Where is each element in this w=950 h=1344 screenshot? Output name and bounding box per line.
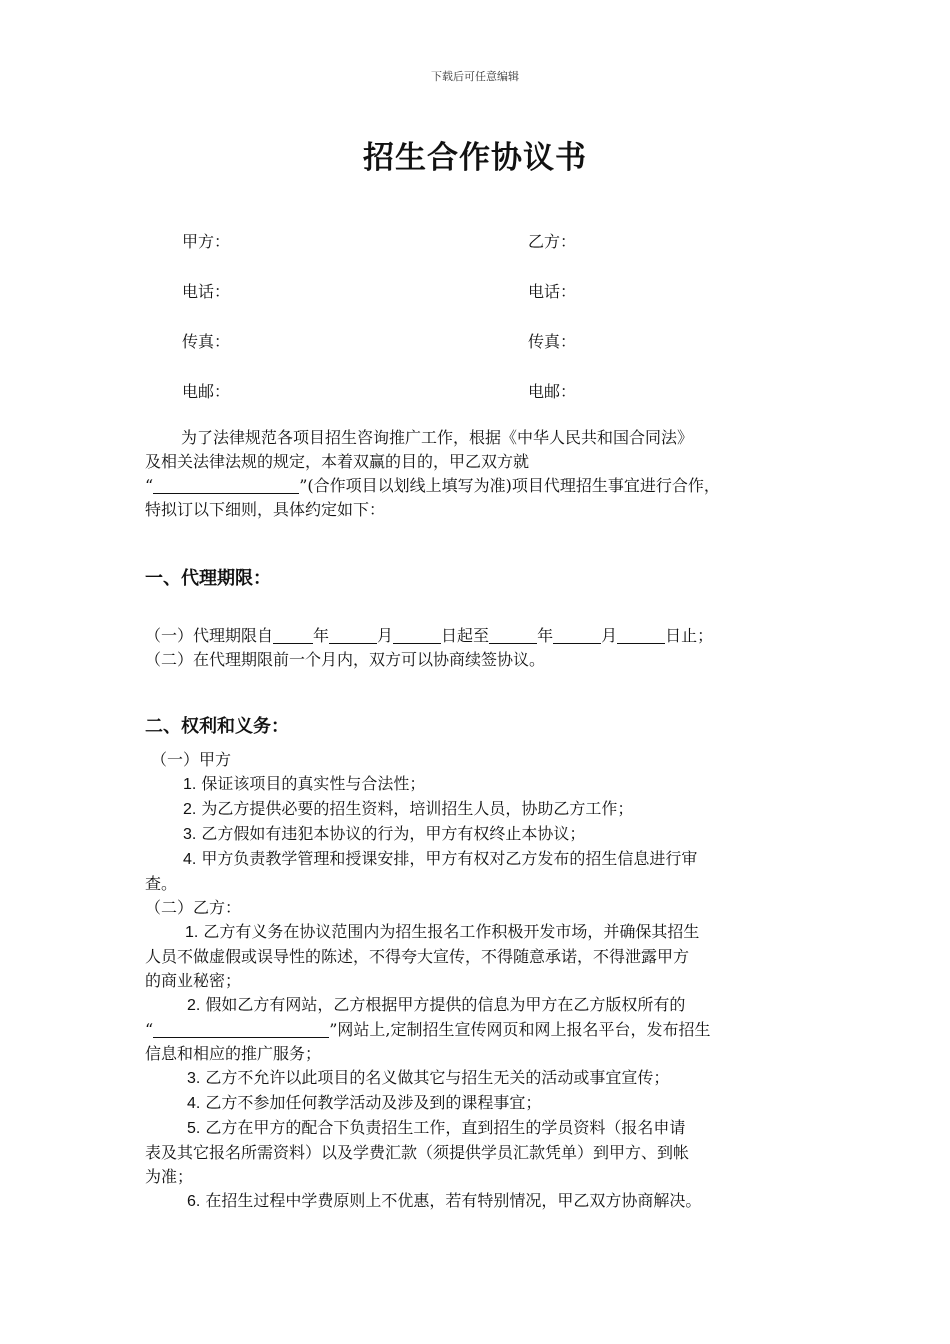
header-note: 下载后可任意编辑 [431, 70, 519, 83]
party-a-fax-label: 传真： [182, 332, 231, 351]
list-item [145, 772, 825, 797]
project-name-blank[interactable] [153, 477, 299, 494]
subsection-label: （二）乙方： [145, 898, 242, 917]
item-number: 6. [187, 1193, 201, 1210]
list-item [145, 1189, 825, 1214]
intro-line [145, 474, 825, 498]
term-text: 日止； [665, 626, 714, 645]
item-text: 乙方在甲方的配合下负责招生工作，直到招生的学员资料（报名申请 [200, 1118, 686, 1137]
party-b-email-label: 电邮： [528, 382, 577, 401]
end-month-blank[interactable] [553, 627, 601, 644]
party-a-phone-label: 电话： [182, 282, 231, 301]
item-text: 乙方有义务在协议范围内为招生报名工作积极开发市场，并确保其招生 [198, 922, 700, 941]
quote-open: “ [145, 476, 154, 495]
item-number: 2. [183, 801, 197, 818]
intro-line: 及相关法律法规的规定，本着双赢的目的，甲乙双方就 [145, 452, 530, 471]
document-title: 招生合作协议书 [363, 140, 587, 176]
section1-body [145, 624, 825, 672]
list-item-continued: 信息和相应的推广服务； [145, 1044, 322, 1063]
item-number: 3. [183, 826, 197, 843]
end-day-blank[interactable] [617, 627, 665, 644]
list-item-continued: 查。 [145, 874, 178, 893]
item-text: 在招生过程中学费原则上不优惠，若有特别情况，甲乙双方协商解决。 [200, 1191, 702, 1210]
term-text: （一）代理期限自 [145, 626, 274, 645]
start-year-blank[interactable] [273, 627, 313, 644]
intro-line: 为了法律规范各项目招生咨询推广工作，根据《中华人民共和国合同法》 [181, 428, 694, 447]
section2-body [145, 748, 825, 1214]
item-text: ”网站上,定制招生宣传网页和网上报名平台，发布招生 [329, 1020, 711, 1039]
term-line: （二）在代理期限前一个月内，双方可以协商续签协议。 [145, 650, 546, 669]
list-item [145, 993, 825, 1018]
item-text: 乙方假如有违犯本协议的行为，甲方有权终止本协议； [196, 824, 586, 843]
start-day-blank[interactable] [393, 627, 441, 644]
list-item [145, 847, 825, 872]
party-b-fax-label: 传真： [528, 332, 577, 351]
item-text: 甲方负责教学管理和授课安排，甲方有权对乙方发布的招生信息进行审 [196, 849, 698, 868]
end-year-blank[interactable] [489, 627, 537, 644]
item-text: 假如乙方有网站，乙方根据甲方提供的信息为甲方在乙方版权所有的 [200, 995, 686, 1014]
term-text: 年 [313, 626, 330, 645]
party-a-label: 甲方： [182, 232, 231, 251]
intro-paragraph [145, 426, 825, 522]
item-number: 3. [187, 1070, 201, 1087]
item-number: 4. [187, 1095, 201, 1112]
intro-line: 特拟订以下细则，具体约定如下： [145, 500, 386, 519]
party-b-phone-label: 电话： [528, 282, 577, 301]
list-item-continued: 表及其它报名所需资料）以及学费汇款（须提供学员汇款凭单）到甲方、到帐 [145, 1143, 690, 1162]
list-item [145, 1066, 825, 1091]
list-item-continued: 为准； [145, 1167, 194, 1186]
list-item [145, 920, 825, 945]
term-line [145, 624, 825, 648]
item-text: 保证该项目的真实性与合法性； [196, 774, 426, 793]
section-heading: 一、代理期限： [145, 568, 271, 589]
party-b-label: 乙方： [528, 232, 577, 251]
quote-open: “ [145, 1020, 154, 1039]
list-item [145, 822, 825, 847]
item-text: 为乙方提供必要的招生资料，培训招生人员，协助乙方工作； [196, 799, 634, 818]
item-number: 1. [183, 776, 197, 793]
term-text: 月 [377, 626, 394, 645]
term-text: 年 [537, 626, 554, 645]
subsection-label: （一）甲方 [151, 750, 232, 769]
party-a-email-label: 电邮： [182, 382, 231, 401]
list-item-continued: 的商业秘密； [145, 971, 242, 990]
item-text: 乙方不参加任何教学活动及涉及到的课程事宜； [200, 1093, 542, 1112]
list-item-continued: 人员不做虚假或误导性的陈述，不得夸大宣传，不得随意承诺，不得泄露甲方 [145, 947, 690, 966]
section-heading: 二、权利和义务： [145, 716, 289, 737]
list-item [145, 797, 825, 822]
item-number: 2. [187, 997, 201, 1014]
start-month-blank[interactable] [329, 627, 377, 644]
item-number: 5. [187, 1120, 201, 1137]
item-number: 4. [183, 851, 197, 868]
term-text: 月 [601, 626, 618, 645]
list-item [145, 1091, 825, 1116]
item-text: 乙方不允许以此项目的名义做其它与招生无关的活动或事宜宣传； [200, 1068, 670, 1087]
term-text: 日起至 [441, 626, 490, 645]
item-number: 1. [185, 924, 199, 941]
intro-text: ”(合作项目以划线上填写为准)项目代理招生事宜进行合作， [299, 476, 720, 495]
website-name-blank[interactable] [153, 1021, 329, 1038]
list-item-continued [145, 1018, 825, 1042]
list-item [145, 1116, 825, 1141]
